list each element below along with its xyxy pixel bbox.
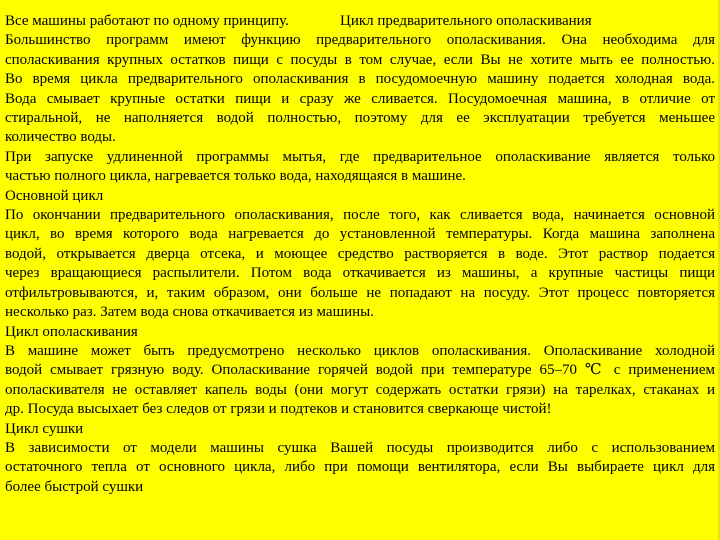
paragraph-line: В зависимости от модели машины сушка Вашей посуды производится либо с использованием [5, 439, 715, 456]
section-main-title: Основной цикл [5, 187, 104, 204]
paragraph-line: частью полного цикла, нагревается только вода, находящаяся в машине. [5, 168, 466, 185]
heading-row [5, 12, 715, 31]
section-rinse-title: Цикл ополаскивания [5, 323, 138, 340]
paragraph-line: водой смывает грязную воду. Ополаскивание горячей водой при температуре 65–70 ℃ с применением [5, 362, 715, 379]
paragraph-line: Большинство программ имеют функцию предварительного ополаскивания. Она необходима для [5, 32, 715, 49]
paragraph-line: отфильтровываются, и, таким образом, они больше не попадают на посуду. Этот процесс повторяется [5, 284, 715, 301]
paragraph-line: ополаскивателя не оставляет капель воды (они могут содержать остатки грязи) на тарелках, стаканах и [5, 381, 715, 398]
paragraph-line: При запуске удлиненной программы мытья, где предварительное ополаскивание является только [5, 148, 715, 165]
paragraph-line: По окончании предварительного ополаскивания, после того, как сливается вода, начинается основной [5, 207, 715, 224]
paragraph-line: несколько раз. Затем вода снова откачивается из машины. [5, 304, 375, 321]
paragraph-line: В машине может быть предусмотрено несколько циклов ополаскивания. Ополаскивание холодной [5, 342, 715, 359]
intro-title: Все машины работают по одному принципу. [5, 13, 289, 29]
paragraph-line: Вода смывает крупные остатки пищи и сразу же сливается. Посудомоечная машина, в отличие от [5, 90, 715, 107]
paragraph-line: водой, открывается дверца отсека, и моющее средство растворяется в воде. Этот раствор подается [5, 245, 715, 262]
section-dry-title: Цикл сушки [5, 420, 84, 437]
paragraph-line: цикл, во время которого вода нагревается до установленной температуры. Когда машина заполнена [5, 226, 715, 243]
paragraph-line: споласкивания крупных остатков пищи с посуды в том случае, если Вы не хотите мыть ее полностью. [5, 51, 715, 68]
paragraph-line: более быстрой сушки [5, 478, 144, 495]
paragraph-line: стиральной, не наполняется водой полностью, поэтому для ее эксплуатации требуется меньшее [5, 110, 715, 127]
paragraph-line: количество воды. [5, 129, 116, 146]
text-block [5, 12, 715, 497]
paragraph-line: Во время цикла предварительного ополаскивания в посудомоечную машину подается холодная вода. [5, 71, 715, 88]
paragraph-line: через вращающиеся распылители. Потом вода откачивается из машины, а крупные частицы пищи [5, 265, 715, 282]
paragraph-line: остаточного тепла от основного цикла, либо при помощи вентилятора, если Вы выбираете цикл для [5, 459, 715, 476]
paragraph-line: др. Посуда высыхает без следов от грязи и подтеков и становится сверкающе чистой! [5, 401, 552, 418]
section-prerinse-title: Цикл предварительного ополаскивания [340, 13, 592, 29]
